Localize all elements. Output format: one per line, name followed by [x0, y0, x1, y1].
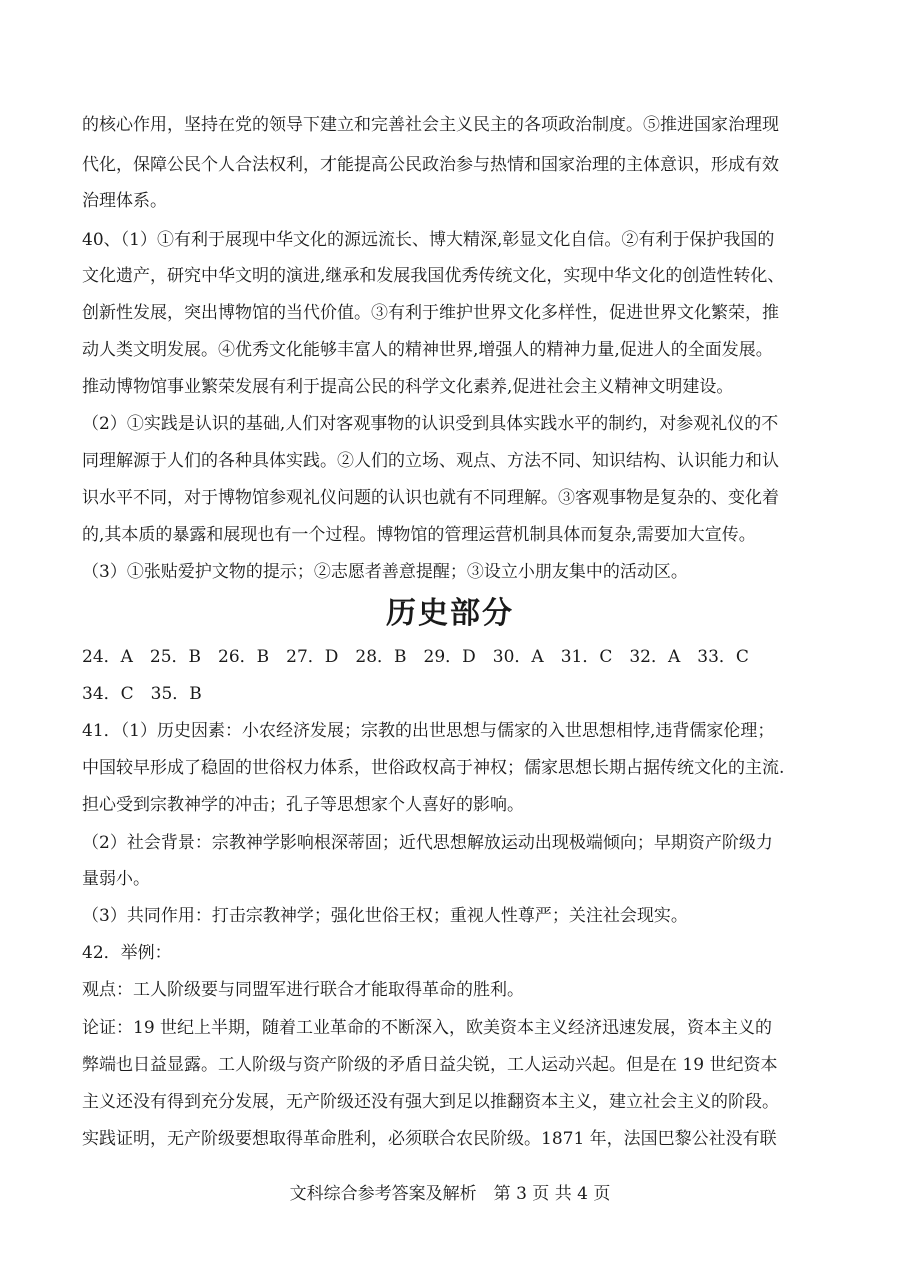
text-line: 动人类文明发展。④优秀文化能够丰富人的精神世界,增强人的精神力量,促进人的全面发展。 — [82, 340, 773, 360]
text-line: 识水平不同，对于博物馆参观礼仪问题的认识也就有不同理解。③客观事物是复杂的、变化着 — [82, 488, 779, 508]
text-line: 42．举例： — [82, 943, 172, 963]
text-line: （3）①张贴爱护文物的提示；②志愿者善意提醒；③设立小朋友集中的活动区。 — [82, 562, 688, 582]
text-line: 主义还没有得到充分发展，无产阶级还没有强大到足以推翻资本主义，建立社会主义的阶段。 — [82, 1092, 779, 1112]
text-line: 论证：19 世纪上半期，随着工业革命的不断深入，欧美资本主义经济迅速发展，资本主义的 — [82, 1018, 773, 1038]
text-line: （3）共同作用：打击宗教神学；强化世俗王权；重视人性尊严；关注社会现实。 — [82, 906, 688, 926]
text-line: 推动博物馆事业繁荣发展有利于提高公民的科学文化素养,促进社会主义精神文明建设。 — [82, 377, 734, 397]
text-line: 代化，保障公民个人合法权利，才能提高公民政治参与热情和国家治理的主体意识，形成有效 — [82, 155, 779, 175]
text-line: 41．（1）历史因素：小农经济发展；宗教的出世思想与儒家的入世思想相悖,违背儒家伦理； — [82, 721, 775, 741]
text-line: 创新性发展，突出博物馆的当代价值。③有利于维护世界文化多样性，促进世界文化繁荣，推 — [82, 303, 779, 323]
text-line: 的核心作用，坚持在党的领导下建立和完善社会主义民主的各项政治制度。⑤推进国家治理现 — [82, 115, 779, 135]
text-line: 弊端也日益显露。工人阶级与资产阶级的矛盾日益尖锐，工人运动兴起。但是在 19 世纪资本 — [82, 1055, 778, 1075]
text-line: 中国较早形成了稳固的世俗权力体系，世俗政权高于神权；儒家思想长期占据传统文化的主流. — [82, 758, 785, 778]
text-line: 的,其本质的暴露和展现也有一个过程。博物馆的管理运营机制具体而复杂,需要加大宣传。 — [82, 525, 756, 545]
text-line: 40、（1）①有利于展现中华文化的源远流长、博大精深,彰显文化自信。②有利于保护我国的 — [82, 230, 775, 250]
text-line: （2）①实践是认识的基础,人们对客观事物的认识受到具体实践水平的制约，对参观礼仪的不 — [82, 414, 779, 434]
text-line: 量弱小。 — [82, 869, 150, 889]
text-line: 观点：工人阶级要与同盟军进行联合才能取得革命的胜利。 — [82, 980, 524, 1000]
text-line: （2）社会背景：宗教神学影响根深蒂固；近代思想解放运动出现极端倾向；早期资产阶级力 — [82, 833, 773, 853]
text-line: 治理体系。 — [82, 191, 167, 211]
page-footer: 文科综合参考答案及解析 第 3 页 共 4 页 — [289, 1184, 611, 1204]
text-line: 同理解源于人们的各种具体实践。②人们的立场、观点、方法不同、知识结构、认识能力和认 — [82, 451, 779, 471]
section-title: 历史部分 — [386, 596, 514, 631]
answer-key-line: 34．C 35．B — [82, 684, 202, 704]
text-line: 实践证明，无产阶级要想取得革命胜利，必须联合农民阶级。1871 年，法国巴黎公社没有联 — [82, 1129, 777, 1149]
answer-key-line: 24．A 25．B 26．B 27．D 28．B 29．D 30．A 31．C 32．A 33．C — [82, 647, 749, 667]
text-line: 文化遗产，研究中华文明的演进,继承和发展我国优秀传统文化，实现中华文化的创造性转化、 — [82, 266, 785, 286]
text-line: 担心受到宗教神学的冲击；孔子等思想家个人喜好的影响。 — [82, 795, 524, 815]
